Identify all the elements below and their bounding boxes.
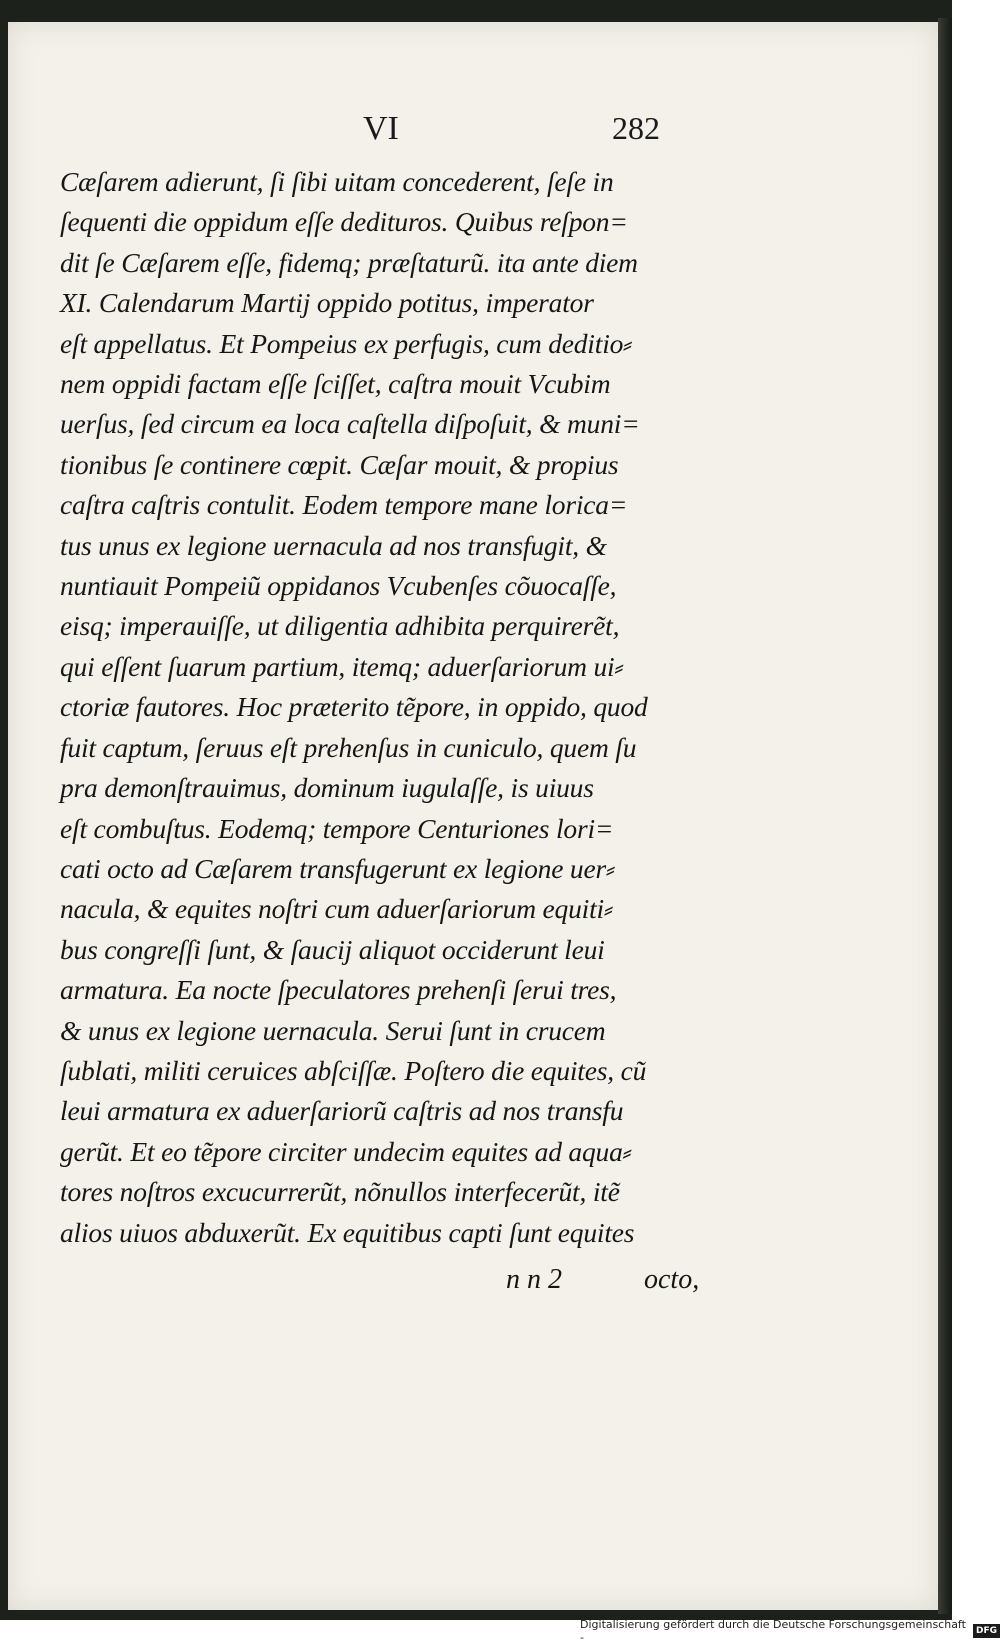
text-line: eſt combuſtus. Eodemq; tempore Centuriones lori= (60, 812, 614, 844)
text-line: ſequenti die oppidum eſſe dedituros. Quibus reſpon= (60, 206, 628, 238)
text-line: fuit captum, ſeruus eſt prehenſus in cuniculo, quem ſu (60, 731, 637, 763)
text-line: eisq; imperauiſſe, ut diligentia adhibita perquirerẽt, (60, 610, 620, 642)
signature-mark: n n 2 (506, 1264, 562, 1295)
text-line: ctoriæ fautores. Hoc præterito tẽpore, in oppido, quod (60, 691, 648, 723)
text-line: qui eſſent ſuarum partium, itemq; aduerſariorum ui⸗ (60, 650, 624, 682)
credit-text: Digitalisierung gefördert durch die Deutsche Forschungsgemeinschaft - (580, 1618, 966, 1644)
text-line: caſtra caſtris contulit. Eodem tempore mane lorica= (60, 489, 628, 521)
footer-credit (580, 1618, 1000, 1644)
text-line: pra demonſtrauimus, dominum iugulaſſe, is uiuus (60, 772, 594, 804)
text-line: Cæſarem adierunt, ſi ſibi uitam concederent, ſeſe in (60, 166, 614, 197)
book-edge (938, 18, 952, 1614)
folio-number: 282 (612, 110, 660, 146)
text-line: alios uiuos abduxerũt. Ex equitibus capti ſunt equites (60, 1216, 635, 1248)
body-text (60, 162, 720, 1253)
text-line: uerſus, ſed circum ea loca caſtella diſpoſuit, & muni= (60, 408, 640, 440)
dfg-logo: DFG (973, 1624, 1000, 1638)
catchword: octo, (644, 1264, 700, 1295)
text-line: armatura. Ea nocte ſpeculatores prehenſi ſerui tres, (60, 974, 617, 1006)
text-line: nacula, & equites noſtri cum aduerſariorum equiti⸗ (60, 893, 613, 925)
text-line: nem oppidi factam eſſe ſciſſet, caſtra mouit Vcubim (60, 368, 611, 400)
running-head (8, 110, 938, 150)
section-mark: VI (363, 110, 399, 147)
text-line: bus congreſſi ſunt, & ſaucij aliquot occiderunt leui (60, 933, 605, 965)
text-line: XI. Calendarum Martij oppido potitus, imperator (60, 287, 594, 319)
text-line: nuntiauit Pompeiũ oppidanos Vcubenſes cõuocaſſe, (60, 570, 617, 602)
text-line: tionibus ſe continere cœpit. Cæſar mouit, & propius (60, 448, 619, 480)
text-line: & unus ex legione uernacula. Serui ſunt in crucem (60, 1014, 606, 1046)
book-page (8, 22, 938, 1610)
signature-line (8, 1264, 938, 1304)
text-line: tus unus ex legione uernacula ad nos transfugit, & (60, 529, 607, 561)
text-line: dit ſe Cæſarem eſſe, fidemq; præſtaturũ. ita ante diem (60, 246, 638, 278)
text-line: tores noſtros excucurrerũt, nõnullos interfecerũt, itẽ (60, 1176, 620, 1208)
text-line: cati octo ad Cæſarem transfugerunt ex legione uer⸗ (60, 852, 615, 884)
text-line: ſublati, militi ceruices abſciſſæ. Poſtero die equites, cũ (60, 1054, 647, 1086)
text-line: leui armatura ex aduerſariorũ caſtris ad nos transfu (60, 1095, 624, 1127)
text-line: gerũt. Et eo tẽpore circiter undecim equites ad aqua⸗ (60, 1135, 632, 1167)
text-line: eſt appellatus. Et Pompeius ex perfugis, cum deditio⸗ (60, 327, 633, 359)
